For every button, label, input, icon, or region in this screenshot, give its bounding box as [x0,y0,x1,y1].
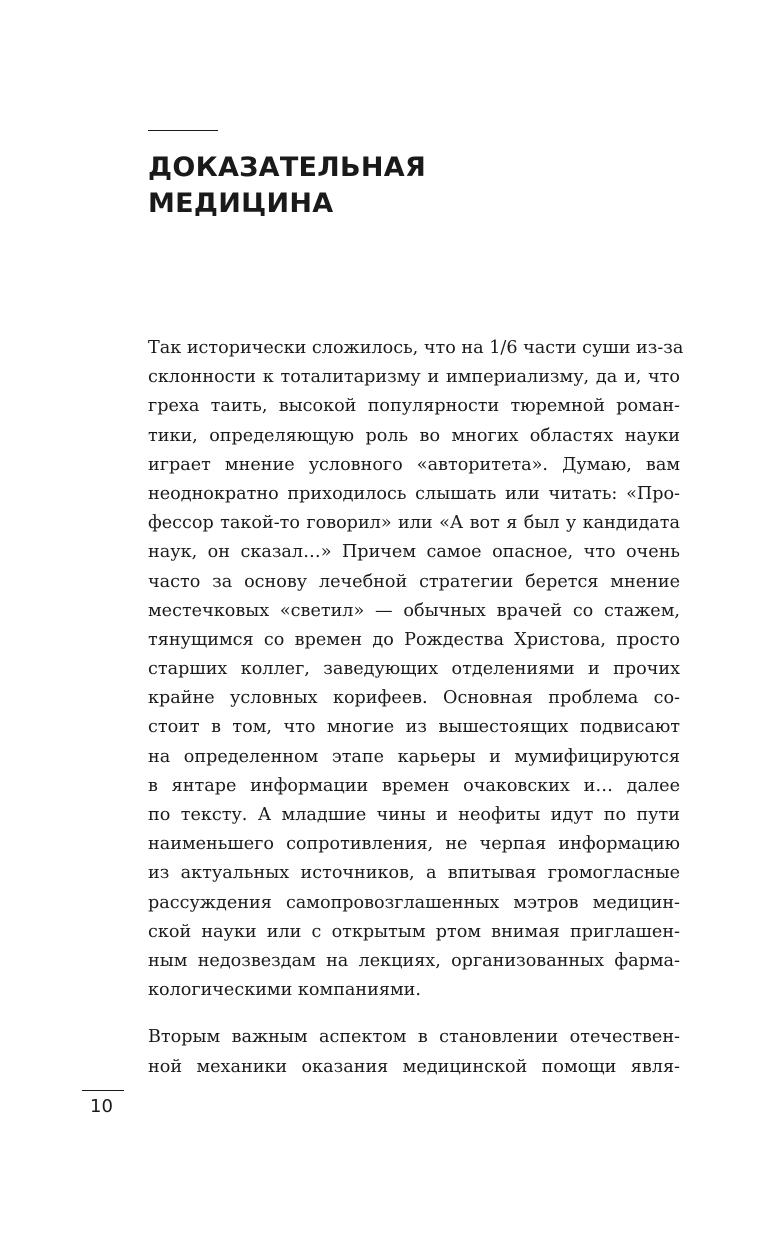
text-line: неоднократно приходилось слышать или читать: «Про- [148,483,680,504]
text-line: на определенном этапе карьеры и мумифицируются [148,746,680,767]
chapter-title-line: ДОКАЗАТЕЛЬНАЯ [148,152,427,183]
text-line: тики, определяющую роль во многих областях науки [148,425,680,446]
text-line: играет мнение условного «авторитета». Думаю, вам [148,454,680,475]
text-line: часто за основу лечебной стратегии берется мнение [148,571,680,592]
footer-rule [82,1090,124,1091]
text-line: по тексту. А младшие чины и неофиты идут по пути [148,805,680,825]
body-text [148,334,684,1082]
text-line: наук, он сказал…» Причем самое опасное, что очень [148,542,680,563]
chapter-title-line: МЕДИЦИНА [148,188,334,219]
text-line: из актуальных источников, а впитывая громогласные [148,863,680,884]
title-rule [148,130,218,131]
text-line: ной механики оказания медицинской помощи явля- [148,1056,680,1077]
text-line: в янтаре информации времен очаковских и… далее [148,775,680,796]
text-line: старших коллег, заведующих отделениями и прочих [148,659,680,680]
chapter-title [148,150,688,222]
text-line: склонности к тоталитаризму и империализму, да и, что [148,367,680,388]
text-line: стоит в том, что многие из вышестоящих подвисают [148,717,680,738]
text-line: ным недозвездам на лекциях, организованных фарма- [148,950,680,971]
text-line: местечковых «светил» — обычных врачей со стажем, [148,600,680,621]
text-line: Так исторически сложилось, что на 1/6 части суши из-за [148,338,684,358]
page-number: 10 [90,1096,113,1117]
text-line: наименьшего сопротивления, не черпая информацию [148,834,680,855]
text-line: крайне условных корифеев. Основная проблема со- [148,688,680,709]
text-line: тянущимся со времен до Рождества Христова, просто [148,629,680,650]
paragraph-2 [148,1023,680,1081]
text-line: фессор такой-то говорил» или «А вот я был у кандидата [148,513,680,534]
text-line: греха таить, высокой популярности тюремной роман- [148,396,680,417]
text-line: ской науки или с открытым ртом внимая приглашен- [148,921,680,942]
paragraph-gap [148,1005,680,1023]
text-line: кологическими компаниями. [148,980,421,1001]
paragraph-1 [148,334,684,1005]
text-line: рассуждения самопровозглашенных мэтров медицин- [148,892,680,913]
text-line: Вторым важным аспектом в становлении отечествен- [148,1027,680,1048]
